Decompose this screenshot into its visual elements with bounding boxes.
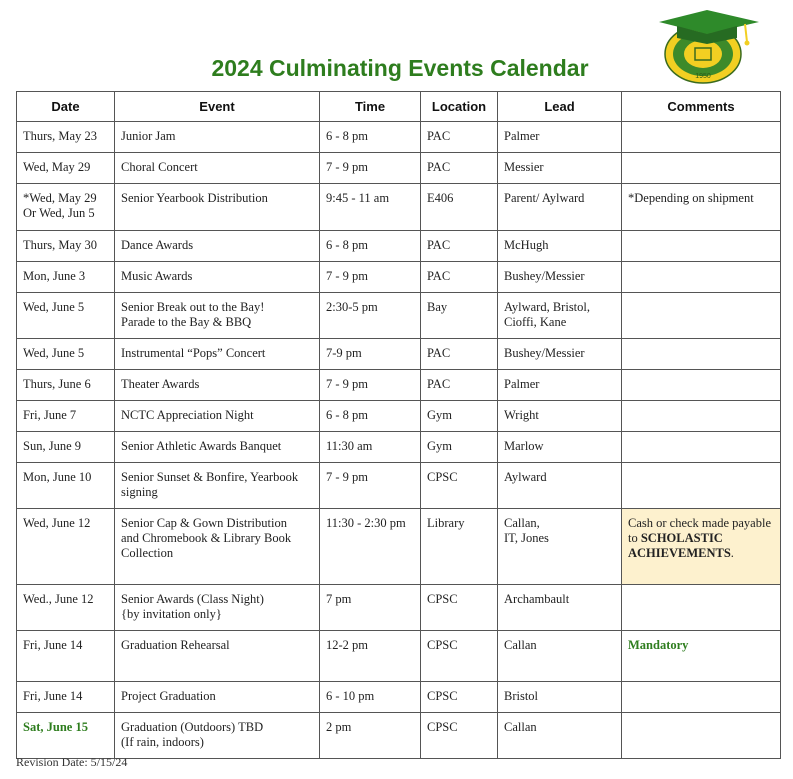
date-cell xyxy=(17,432,115,463)
comment-cell xyxy=(622,585,781,631)
event-cell xyxy=(115,682,320,713)
cell-line: Palmer xyxy=(504,129,540,143)
lead-cell xyxy=(498,713,622,759)
location-cell: CPSC xyxy=(421,713,498,759)
payee-name: SCHOLASTIC ACHIEVEMENTS xyxy=(628,531,731,560)
cell-line: Parent/ Aylward xyxy=(504,191,585,205)
location-cell: Gym xyxy=(421,432,498,463)
location-cell: Gym xyxy=(421,401,498,432)
table-row xyxy=(17,631,781,682)
event-cell xyxy=(115,509,320,585)
date-cell xyxy=(17,262,115,293)
cell-line: Sat, June 15 xyxy=(23,720,88,734)
cell-line: Fri, June 7 xyxy=(23,408,77,422)
lead-cell xyxy=(498,184,622,231)
date-cell xyxy=(17,370,115,401)
cell-line: Parade to the Bay & BBQ xyxy=(121,315,252,329)
cell-line: Wed., June 12 xyxy=(23,592,94,606)
table-row xyxy=(17,370,781,401)
location-cell: CPSC xyxy=(421,585,498,631)
cell-line: Sun, June 9 xyxy=(23,439,81,453)
time-cell: 7 - 9 pm xyxy=(320,463,421,509)
comment-cell xyxy=(622,293,781,339)
time-cell: 12-2 pm xyxy=(320,631,421,682)
table-row xyxy=(17,682,781,713)
column-header-time: Time xyxy=(320,92,421,122)
lead-cell xyxy=(498,231,622,262)
event-cell xyxy=(115,339,320,370)
time-cell: 7-9 pm xyxy=(320,339,421,370)
event-cell xyxy=(115,293,320,339)
table-row xyxy=(17,293,781,339)
time-cell: 7 - 9 pm xyxy=(320,262,421,293)
lead-cell xyxy=(498,339,622,370)
location-cell: PAC xyxy=(421,339,498,370)
cell-line: Project Graduation xyxy=(121,689,216,703)
time-cell: 2:30-5 pm xyxy=(320,293,421,339)
comment-cell xyxy=(622,231,781,262)
comment-cell: Mandatory xyxy=(622,631,781,682)
graduation-cap-seal-icon xyxy=(655,8,761,84)
date-cell xyxy=(17,713,115,759)
cell-line: {by invitation only} xyxy=(121,607,222,621)
table-row xyxy=(17,401,781,432)
seal-year: 1950 xyxy=(695,73,711,80)
lead-cell xyxy=(498,401,622,432)
comment-cell xyxy=(622,370,781,401)
date-cell xyxy=(17,509,115,585)
cell-line: Senior Break out to the Bay! xyxy=(121,300,265,314)
cell-line: McHugh xyxy=(504,238,549,252)
cell-line: and Chromebook & Library Book xyxy=(121,531,292,545)
cell-line: Marlow xyxy=(504,439,544,453)
time-cell: 7 pm xyxy=(320,585,421,631)
comment-cell xyxy=(622,153,781,184)
event-cell xyxy=(115,463,320,509)
lead-cell xyxy=(498,293,622,339)
table-row xyxy=(17,509,781,585)
cell-line: Junior Jam xyxy=(121,129,176,143)
cell-line: Thurs, May 30 xyxy=(23,238,97,252)
cell-line: (If rain, indoors) xyxy=(121,735,204,749)
date-cell xyxy=(17,585,115,631)
lead-cell xyxy=(498,509,622,585)
table-row xyxy=(17,231,781,262)
event-cell xyxy=(115,184,320,231)
cell-line: Archambault xyxy=(504,592,570,606)
table-row xyxy=(17,432,781,463)
cell-line: Senior Sunset & Bonfire, Yearbook xyxy=(121,470,299,484)
table-row xyxy=(17,122,781,153)
cell-line: Bristol xyxy=(504,689,539,703)
time-cell: 6 - 10 pm xyxy=(320,682,421,713)
lead-cell xyxy=(498,682,622,713)
event-cell xyxy=(115,231,320,262)
time-cell: 11:30 am xyxy=(320,432,421,463)
table-row xyxy=(17,262,781,293)
column-header-lead: Lead xyxy=(498,92,622,122)
page-title: 2024 Culminating Events Calendar xyxy=(211,55,589,81)
date-cell xyxy=(17,293,115,339)
date-cell xyxy=(17,401,115,432)
cell-line: IT, Jones xyxy=(504,531,549,545)
table-row xyxy=(17,184,781,231)
comment-cell xyxy=(622,339,781,370)
date-cell xyxy=(17,339,115,370)
cell-line: Collection xyxy=(121,546,174,560)
cell-line: Fri, June 14 xyxy=(23,689,83,703)
cell-line: Senior Cap & Gown Distribution xyxy=(121,516,287,530)
comment-text: Cash or check made payable to xyxy=(628,516,771,545)
time-cell: 6 - 8 pm xyxy=(320,401,421,432)
lead-cell xyxy=(498,262,622,293)
event-cell xyxy=(115,370,320,401)
comment-cell xyxy=(622,682,781,713)
cell-line: Mon, June 10 xyxy=(23,470,92,484)
cell-line: Messier xyxy=(504,160,544,174)
time-cell: 6 - 8 pm xyxy=(320,122,421,153)
cell-line: signing xyxy=(121,485,158,499)
table-row xyxy=(17,713,781,759)
event-cell xyxy=(115,432,320,463)
cell-line: Graduation Rehearsal xyxy=(121,638,230,652)
comment-cell: *Depending on shipment xyxy=(622,184,781,231)
cell-line: Or Wed, Jun 5 xyxy=(23,206,95,220)
location-cell: Bay xyxy=(421,293,498,339)
cell-line: Wed, June 12 xyxy=(23,516,91,530)
cell-line: Senior Athletic Awards Banquet xyxy=(121,439,282,453)
cell-line: Thurs, June 6 xyxy=(23,377,91,391)
location-cell: CPSC xyxy=(421,463,498,509)
time-cell: 6 - 8 pm xyxy=(320,231,421,262)
lead-cell xyxy=(498,370,622,401)
location-cell: PAC xyxy=(421,262,498,293)
comment-cell xyxy=(622,509,781,585)
comment-cell xyxy=(622,122,781,153)
cell-line: Aylward, Bristol, xyxy=(504,300,590,314)
column-header-location: Location xyxy=(421,92,498,122)
table-row xyxy=(17,153,781,184)
event-cell xyxy=(115,262,320,293)
cell-line: Graduation (Outdoors) TBD xyxy=(121,720,264,734)
event-cell xyxy=(115,585,320,631)
table-row xyxy=(17,463,781,509)
date-cell xyxy=(17,682,115,713)
cell-line: Instrumental “Pops” Concert xyxy=(121,346,266,360)
location-cell: PAC xyxy=(421,370,498,401)
event-cell xyxy=(115,713,320,759)
comment-cell xyxy=(622,463,781,509)
location-cell: Library xyxy=(421,509,498,585)
cell-line: Palmer xyxy=(504,377,540,391)
lead-cell xyxy=(498,432,622,463)
cell-line: Bushey/Messier xyxy=(504,269,585,283)
revision-date: Revision Date: 5/15/24 xyxy=(16,755,128,769)
cell-line: Mon, June 3 xyxy=(23,269,86,283)
comment-text: . xyxy=(730,546,734,560)
cell-line: Aylward xyxy=(504,470,547,484)
table-row xyxy=(17,339,781,370)
location-cell: CPSC xyxy=(421,682,498,713)
column-header-comments: Comments xyxy=(622,92,781,122)
date-cell xyxy=(17,122,115,153)
cell-line: Fri, June 14 xyxy=(23,638,83,652)
cell-line: Dance Awards xyxy=(121,238,194,252)
cell-line: Callan, xyxy=(504,516,540,530)
cell-line: Choral Concert xyxy=(121,160,198,174)
cell-line: Callan xyxy=(504,720,537,734)
cell-line: Theater Awards xyxy=(121,377,200,391)
cell-line: Callan xyxy=(504,638,537,652)
comment-cell xyxy=(622,713,781,759)
event-cell xyxy=(115,153,320,184)
column-header-date: Date xyxy=(17,92,115,122)
events-table xyxy=(16,91,781,759)
date-cell xyxy=(17,631,115,682)
location-cell: E406 xyxy=(421,184,498,231)
lead-cell xyxy=(498,122,622,153)
time-cell: 9:45 - 11 am xyxy=(320,184,421,231)
time-cell: 7 - 9 pm xyxy=(320,370,421,401)
date-cell xyxy=(17,184,115,231)
date-cell xyxy=(17,231,115,262)
event-cell xyxy=(115,631,320,682)
lead-cell xyxy=(498,631,622,682)
comment-cell xyxy=(622,432,781,463)
event-cell xyxy=(115,401,320,432)
lead-cell xyxy=(498,153,622,184)
column-header-event: Event xyxy=(115,92,320,122)
location-cell: PAC xyxy=(421,231,498,262)
cell-line: Wed, June 5 xyxy=(23,300,85,314)
cell-line: Thurs, May 23 xyxy=(23,129,97,143)
comment-cell xyxy=(622,401,781,432)
cell-line: Wed, June 5 xyxy=(23,346,85,360)
date-cell xyxy=(17,153,115,184)
date-cell xyxy=(17,463,115,509)
location-cell: PAC xyxy=(421,122,498,153)
table-row xyxy=(17,585,781,631)
location-cell: PAC xyxy=(421,153,498,184)
event-cell xyxy=(115,122,320,153)
cell-line: Music Awards xyxy=(121,269,193,283)
cell-line: NCTC Appreciation Night xyxy=(121,408,254,422)
time-cell: 11:30 - 2:30 pm xyxy=(320,509,421,585)
cell-line: Senior Awards (Class Night) xyxy=(121,592,264,606)
cell-line: Bushey/Messier xyxy=(504,346,585,360)
cell-line: Cioffi, Kane xyxy=(504,315,567,329)
lead-cell xyxy=(498,585,622,631)
comment-cell xyxy=(622,262,781,293)
cell-line: Wright xyxy=(504,408,539,422)
cell-line: *Wed, May 29 xyxy=(23,191,97,205)
lead-cell xyxy=(498,463,622,509)
time-cell: 2 pm xyxy=(320,713,421,759)
cell-line: Wed, May 29 xyxy=(23,160,91,174)
location-cell: CPSC xyxy=(421,631,498,682)
cell-line: Senior Yearbook Distribution xyxy=(121,191,268,205)
time-cell: 7 - 9 pm xyxy=(320,153,421,184)
table-header-row xyxy=(17,92,781,122)
